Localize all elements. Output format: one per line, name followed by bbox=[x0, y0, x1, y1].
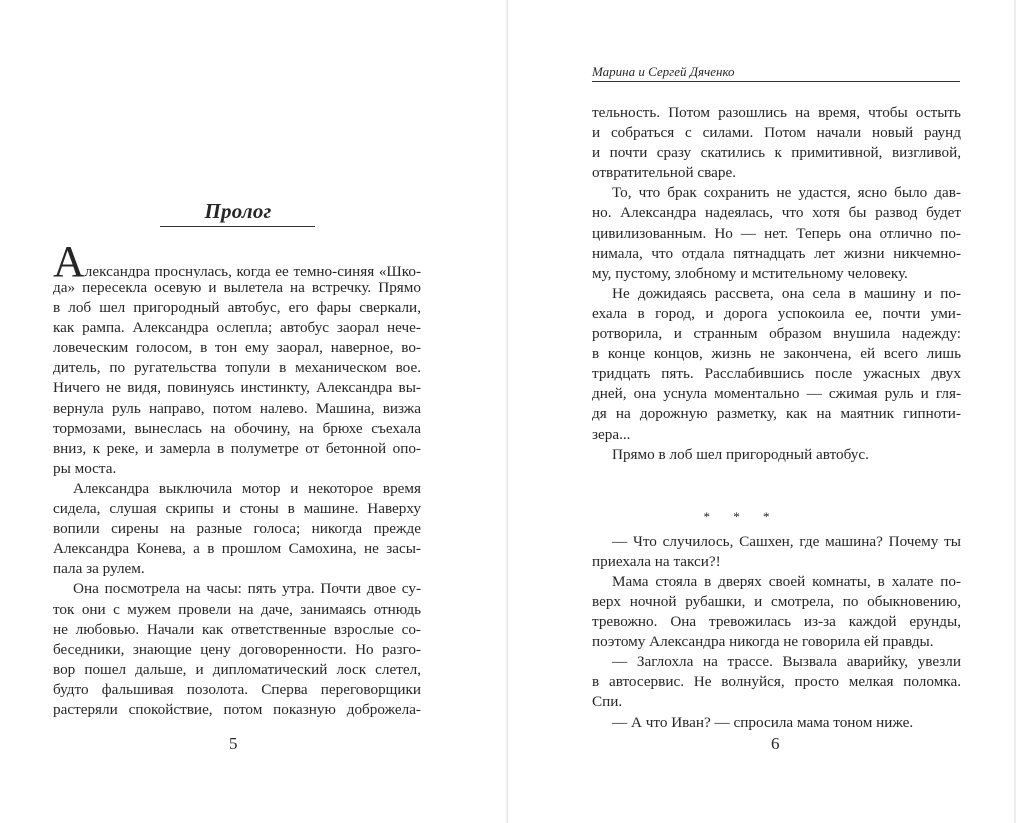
text-line: тревожно. Она тревожилась из-за каждой ерунды, bbox=[592, 613, 961, 631]
text-line: пала за рулем. bbox=[53, 560, 145, 578]
text-line: ловеческим голосом, в тон ему заорал, наверное, во- bbox=[53, 339, 421, 357]
text-line: То, что брак сохранить не удастся, ясно было дав- bbox=[612, 184, 961, 202]
text-line: в лоб шел пригородный автобус, его фары сверкали, bbox=[53, 299, 421, 317]
page-number-left: 5 bbox=[229, 734, 238, 753]
text-line: и почти сразу скатились к примитивной, визгливой, bbox=[592, 144, 961, 162]
chapter-title: Пролог bbox=[204, 199, 272, 223]
page-number-right: 6 bbox=[771, 734, 780, 753]
chapter-title-rule bbox=[160, 226, 315, 227]
text-line: зера... bbox=[592, 425, 631, 443]
text-line: вернула руль направо, потом налево. Машина, визжа bbox=[53, 399, 421, 417]
text-line: растеряли спокойствие, потом показную доброжела- bbox=[53, 700, 421, 718]
text-line: и собраться с силами. Потом начали новый раунд bbox=[592, 124, 961, 142]
text-line: как рампа. Александра ослепла; автобус заорал нече- bbox=[53, 319, 421, 337]
text-line: Прямо в лоб шел пригородный автобус. bbox=[612, 445, 869, 463]
text-line: — А что Иван? — спросила мама тоном ниже. bbox=[612, 713, 914, 731]
text-line: дитель, по ругательства топули в механическом вое. bbox=[53, 359, 421, 377]
text-line: отвратительной сваре. bbox=[592, 164, 737, 182]
text-line: вор пошел дальше, и дипломатический лоск слетел, bbox=[53, 660, 421, 678]
text-line: ры моста. bbox=[53, 459, 117, 477]
section-gap bbox=[592, 465, 961, 502]
text-line: Мама стояла в дверях своей комнаты, в халате по- bbox=[612, 572, 961, 590]
text-line: поэтому Александра никогда не говорила ей правды. bbox=[592, 633, 934, 651]
drop-cap: А bbox=[53, 246, 85, 278]
text-line: нимала, что отдала пятнадцать лет жизни никчемно- bbox=[592, 244, 961, 262]
text-line: ехала в город, и дорога успокоила ее, почти уми- bbox=[592, 304, 961, 322]
text-line: будто фальшивая позолота. Сперва переговорщики bbox=[53, 680, 421, 698]
text-line: Александра выключила мотор и некоторое время bbox=[73, 479, 421, 497]
text-line: в автосервис. Не волнуйся, просто мелкая поломка. bbox=[592, 673, 961, 691]
text-line: тельность. Потом разошлись на время, чтобы остыть bbox=[592, 104, 961, 121]
text-line: Ничего не видя, повинуясь инстинкту, Александра вы- bbox=[53, 379, 421, 397]
text-line: приехала на такси?! bbox=[592, 552, 721, 570]
text-line: не любовью. Начали как ответственные взрослые со- bbox=[53, 620, 421, 638]
text-line: беседники, знающие цену договоренности. Но разго- bbox=[53, 640, 421, 658]
right-page-text bbox=[592, 103, 961, 733]
left-page-text bbox=[53, 246, 421, 720]
text-line-content: лександра проснулась, когда ее темно-синяя «Шко- bbox=[84, 263, 421, 278]
text-line: вопили сирены на разные голоса; никогда прежде bbox=[53, 520, 421, 538]
text-line: Александра Конева, а в прошлом Самохина, не засы- bbox=[53, 540, 421, 558]
text-line: ротворила, и странным образом внушила надежду: bbox=[592, 325, 961, 343]
text-line: ток они с мужем провели на даче, занимаясь отнюдь bbox=[53, 600, 421, 618]
section-separator: * * * bbox=[703, 508, 780, 524]
text-line: верх ночной рубашки, и смотрела, по обыкновению, bbox=[592, 592, 961, 610]
text-line: — Заглохла на трассе. Вызвала аварийку, увезли bbox=[612, 653, 961, 671]
text-line: — Что случилось, Сашхен, где машина? Почему ты bbox=[612, 532, 961, 550]
text-line: сидела, слушая скрипы и стоны в машине. Наверху bbox=[53, 500, 421, 518]
text-line: му, пустому, злобному и мстительному человеку. bbox=[592, 264, 908, 282]
text-line: в конце концов, жизнь не закончена, ей всего лишь bbox=[592, 345, 961, 363]
text-line: цивилизованным. Но — нет. Теперь она отлично по- bbox=[592, 224, 961, 242]
running-head-rule bbox=[592, 81, 960, 82]
text-line: да» пересекла осевую и вылетела на встречку. Прямо bbox=[53, 279, 421, 296]
left-page bbox=[0, 0, 507, 823]
text-line: тормозами, вынеслась на обочину, на брюхе съехала bbox=[53, 419, 421, 437]
text-line: Она посмотрела на часы: пять утра. Почти двое су- bbox=[73, 580, 421, 598]
text-line: Спи. bbox=[592, 693, 623, 711]
text-line: дней, она уснула моментально — сжимая руль и гля- bbox=[592, 385, 961, 403]
text-line: вниз, к реке, и замерла в полуметре от бетонной опо- bbox=[53, 439, 421, 457]
text-line: но. Александра надеялась, что хотя бы развод будет bbox=[592, 204, 961, 222]
running-head: Марина и Сергей Дяченко bbox=[592, 64, 735, 79]
text-line: тридцать пять. Расслабившись после ужасных двух bbox=[592, 365, 961, 383]
text-line: дя на дорожную разметку, как на маятник гипноти- bbox=[592, 405, 961, 423]
text-line bbox=[53, 246, 421, 278]
text-line: Не дожидаясь рассвета, она села в машину и по- bbox=[612, 284, 961, 302]
